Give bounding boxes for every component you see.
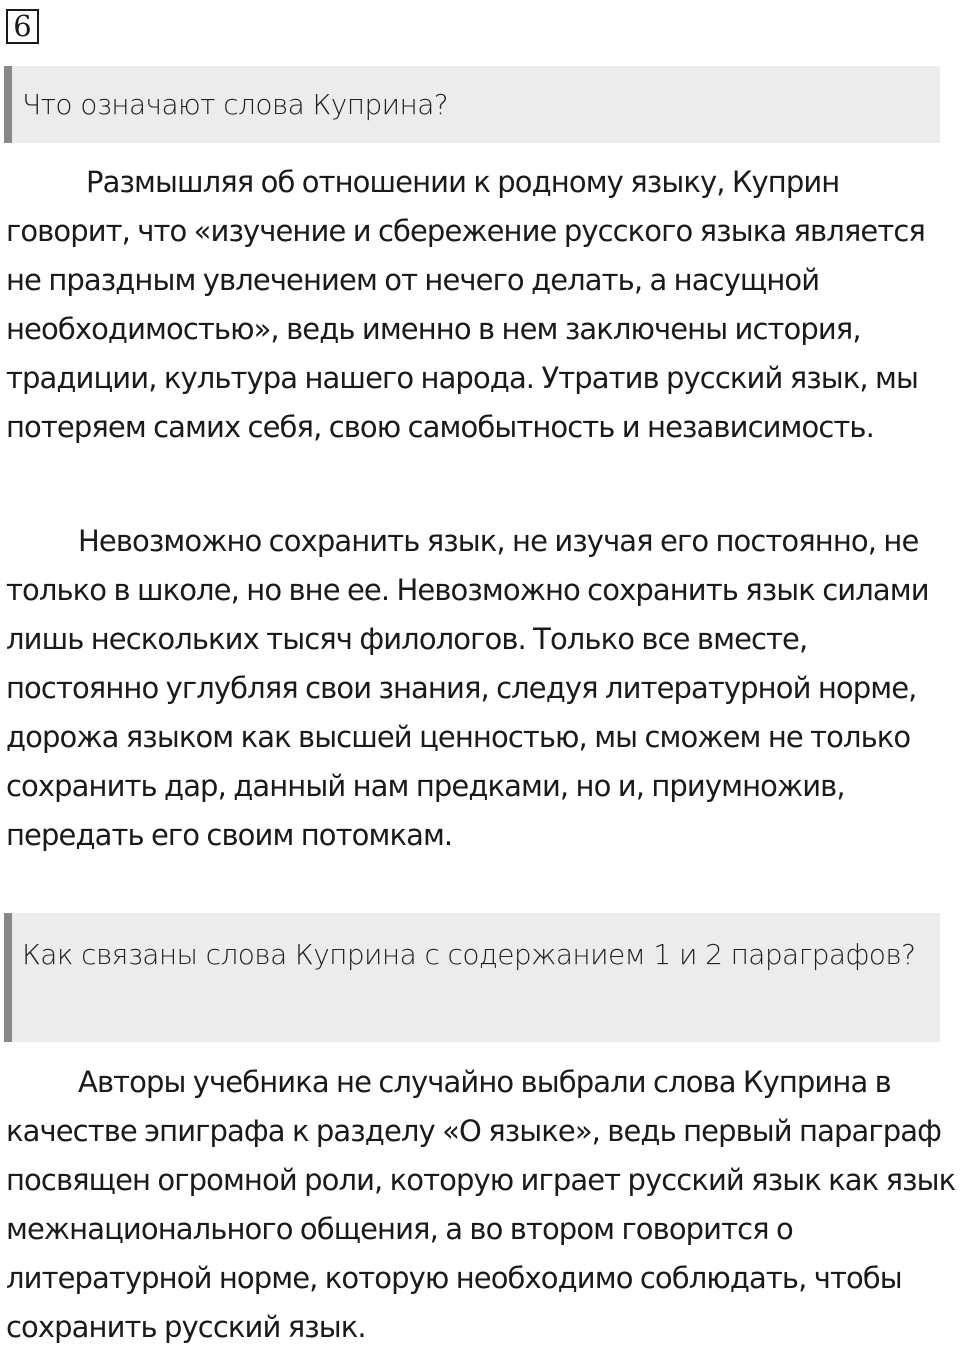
answer-1-paragraph-1: Размышляя об отношении к родному языку, Куприн говорит, что «изучение и сбережение русского языка является не праздным увлечением от нечего делать, а насущной необходимостью», ведь именно в нем заключены история, традиции, культура нашего народа. Утратив русский язык, мы потеряем самих себя, свою самобытность и независимость.: [6, 165, 925, 444]
page-number-badge: 6: [6, 9, 39, 44]
answer-2-paragraph-1: Авторы учебника не случайно выбрали слова Куприна в качестве эпиграфа к разделу «О языке», ведь первый параграф посвящен огромной роли, которую играет русский язык как язык межнационального общения, а во втором говорится о литературной норме, которую необходимо соблюдать, чтобы сохранить русский язык.: [6, 1065, 956, 1344]
question-heading-2: Как связаны слова Куприна с содержанием 1 и 2 параграфов?: [4, 913, 940, 1042]
question-heading-1: Что означают слова Куприна?: [4, 66, 940, 143]
answer-1-paragraph-2: Невозможно сохранить язык, не изучая его постоянно, не только в школе, но вне ее. Невозможно сохранить язык силами лишь нескольких тысяч филологов. Только все вместе, постоянно углубляя свои знания, следуя литературной норме, дорожа языком как высшей ценностью, мы сможем не только сохранить дар, данный нам предками, но и, приумножив, передать его своим потомкам.: [6, 524, 929, 852]
